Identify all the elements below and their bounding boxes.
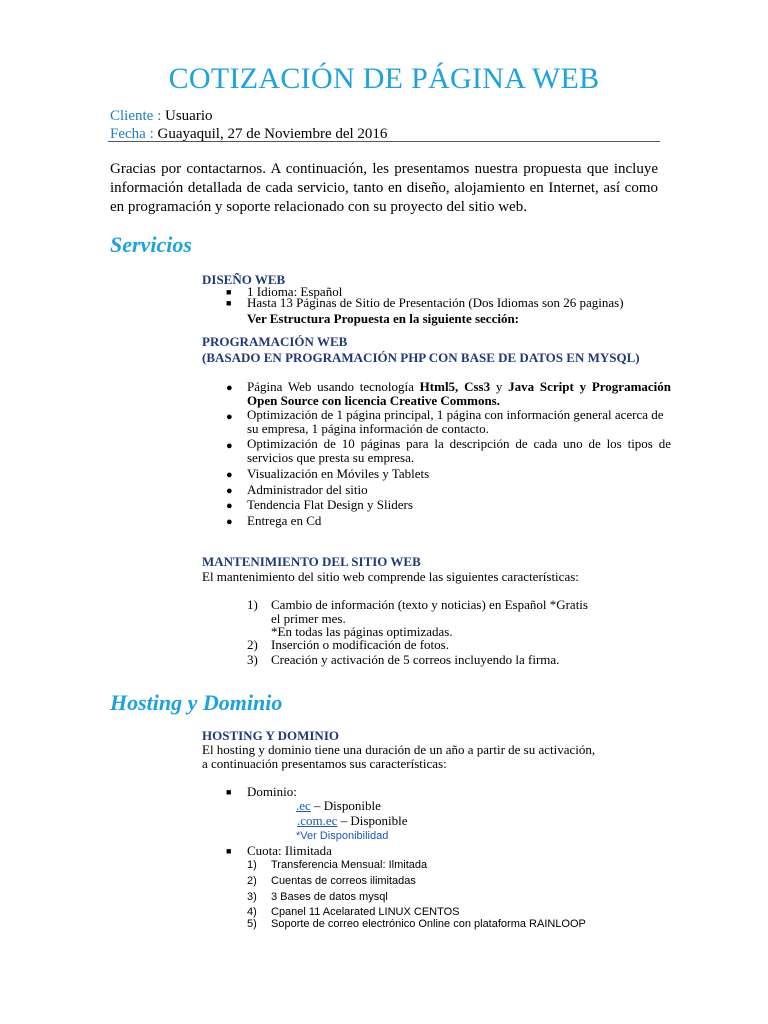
mantenimiento-desc: El mantenimiento del sitio web comprende las siguientes características: bbox=[202, 569, 579, 584]
round-bullet-icon: ● bbox=[226, 411, 233, 423]
feature-num-3: 3) bbox=[247, 891, 257, 903]
round-bullet-icon: ● bbox=[226, 382, 233, 394]
feature-2: Cuentas de correos ilimitadas bbox=[271, 875, 416, 887]
programacion-item-3: Optimización de 10 páginas para la descripción de cada uno de los tipos de servicios que presta su empresa. bbox=[247, 436, 671, 465]
mant-item-1-line-2: el primer mes. bbox=[271, 611, 346, 626]
square-bullet-icon: ■ bbox=[226, 287, 232, 297]
header-divider bbox=[108, 141, 660, 142]
square-bullet-icon: ■ bbox=[226, 787, 232, 797]
cliente-line bbox=[110, 108, 213, 125]
prog-item1-mid: y bbox=[490, 379, 509, 394]
page-title: COTIZACIÓN DE PÁGINA WEB bbox=[168, 62, 600, 95]
programacion-title: PROGRAMACIÓN WEB bbox=[202, 334, 348, 349]
round-bullet-icon: ● bbox=[226, 516, 233, 528]
programacion-item-2: Optimización de 1 página principal, 1 página con información general acerca de su empresa, 1 página información de contacto. bbox=[247, 407, 664, 436]
feature-num-2: 2) bbox=[247, 875, 257, 887]
prog-item1-pre: Página Web usando tecnología bbox=[247, 379, 420, 394]
feature-num-1: 1) bbox=[247, 859, 257, 871]
round-bullet-icon: ● bbox=[226, 485, 233, 497]
mant-item-3: Creación y activación de 5 correos incluyendo la firma. bbox=[271, 652, 560, 667]
dominio-comec-link[interactable]: .com.ec bbox=[297, 813, 338, 828]
hosting-desc-2: a continuación presentamos sus características: bbox=[202, 756, 447, 771]
square-bullet-icon: ■ bbox=[226, 846, 232, 856]
servicios-heading: Servicios bbox=[110, 232, 192, 257]
ver-disponibilidad-link[interactable]: *Ver Disponibilidad bbox=[296, 830, 389, 842]
mant-num-1: 1) bbox=[247, 597, 258, 612]
dominio-comec-status: – Disponible bbox=[337, 813, 408, 828]
diseno-web-title: DISEÑO WEB bbox=[202, 272, 286, 287]
fecha-label: Fecha : bbox=[110, 126, 154, 142]
prog-item1-js: Java Script y Programación Open Source con licencia Creative Commons. bbox=[247, 379, 672, 408]
cuota-label: Cuota: Ilimitada bbox=[247, 843, 332, 858]
programacion-item-1 bbox=[247, 380, 671, 408]
hosting-heading: Hosting y Dominio bbox=[110, 690, 283, 715]
square-bullet-icon: ■ bbox=[226, 298, 232, 308]
programacion-item-6: Tendencia Flat Design y Sliders bbox=[247, 497, 413, 512]
fecha-value: Guayaquil, 27 de Noviembre del 2016 bbox=[157, 126, 388, 142]
mant-num-2: 2) bbox=[247, 637, 258, 652]
mant-item-2: Inserción o modificación de fotos. bbox=[271, 637, 449, 652]
round-bullet-icon: ● bbox=[226, 440, 233, 452]
programacion-item-7: Entrega en Cd bbox=[247, 513, 322, 528]
mant-item-1-line-3: *En todas las páginas optimizadas. bbox=[271, 624, 453, 639]
mant-num-3: 3) bbox=[247, 652, 258, 667]
mant-item-1-line-1: Cambio de información (texto y noticias) en Español *Gratis bbox=[271, 597, 588, 612]
feature-4: Cpanel 11 Acelarated LINUX CENTOS bbox=[271, 906, 460, 918]
programacion-item-5: Administrador del sitio bbox=[247, 482, 368, 497]
diseno-item-2: Hasta 13 Páginas de Sitio de Presentación (Dos Idiomas son 26 paginas) bbox=[247, 295, 624, 310]
cliente-value: Usuario bbox=[165, 108, 213, 124]
diseno-note: Ver Estructura Propuesta en la siguiente sección: bbox=[247, 311, 520, 326]
programacion-subtitle: (BASADO EN PROGRAMACIÓN PHP CON BASE DE DATOS EN MYSQL) bbox=[202, 350, 640, 365]
feature-num-5: 5) bbox=[247, 918, 257, 930]
dominio-comec bbox=[297, 813, 407, 829]
feature-num-4: 4) bbox=[247, 906, 257, 918]
prog-item1-tech: Html5, Css3 bbox=[419, 379, 491, 394]
feature-5: Soporte de correo electrónico Online con plataforma RAINLOOP bbox=[271, 918, 586, 930]
cliente-label: Cliente : bbox=[110, 108, 162, 124]
feature-3: 3 Bases de datos mysql bbox=[271, 891, 388, 903]
dominio-ec-link[interactable]: .ec bbox=[296, 798, 311, 813]
round-bullet-icon: ● bbox=[226, 500, 233, 512]
round-bullet-icon: ● bbox=[226, 469, 233, 481]
hosting-desc-1: El hosting y dominio tiene una duración de un año a partir de su activación, bbox=[202, 742, 596, 757]
programacion-item-4: Visualización en Móviles y Tablets bbox=[247, 466, 430, 481]
dominio-ec bbox=[296, 798, 381, 814]
dominio-ec-status: – Disponible bbox=[310, 798, 381, 813]
feature-1: Transferencia Mensual: Ilmitada bbox=[271, 859, 428, 871]
dominio-label: Dominio: bbox=[247, 784, 297, 799]
diseno-item-1: 1 Idioma: Español bbox=[247, 284, 343, 299]
hosting-title: HOSTING Y DOMINIO bbox=[202, 728, 339, 743]
intro-paragraph: Gracias por contactarnos. A continuación, les presentamos nuestra propuesta que incluye información detallada de cada servicio, tanto en diseño, alojamiento en Internet, así como en programación y soporte relacionado con su proyecto del sitio web. bbox=[110, 161, 658, 215]
mantenimiento-title: MANTENIMIENTO DEL SITIO WEB bbox=[202, 554, 421, 569]
